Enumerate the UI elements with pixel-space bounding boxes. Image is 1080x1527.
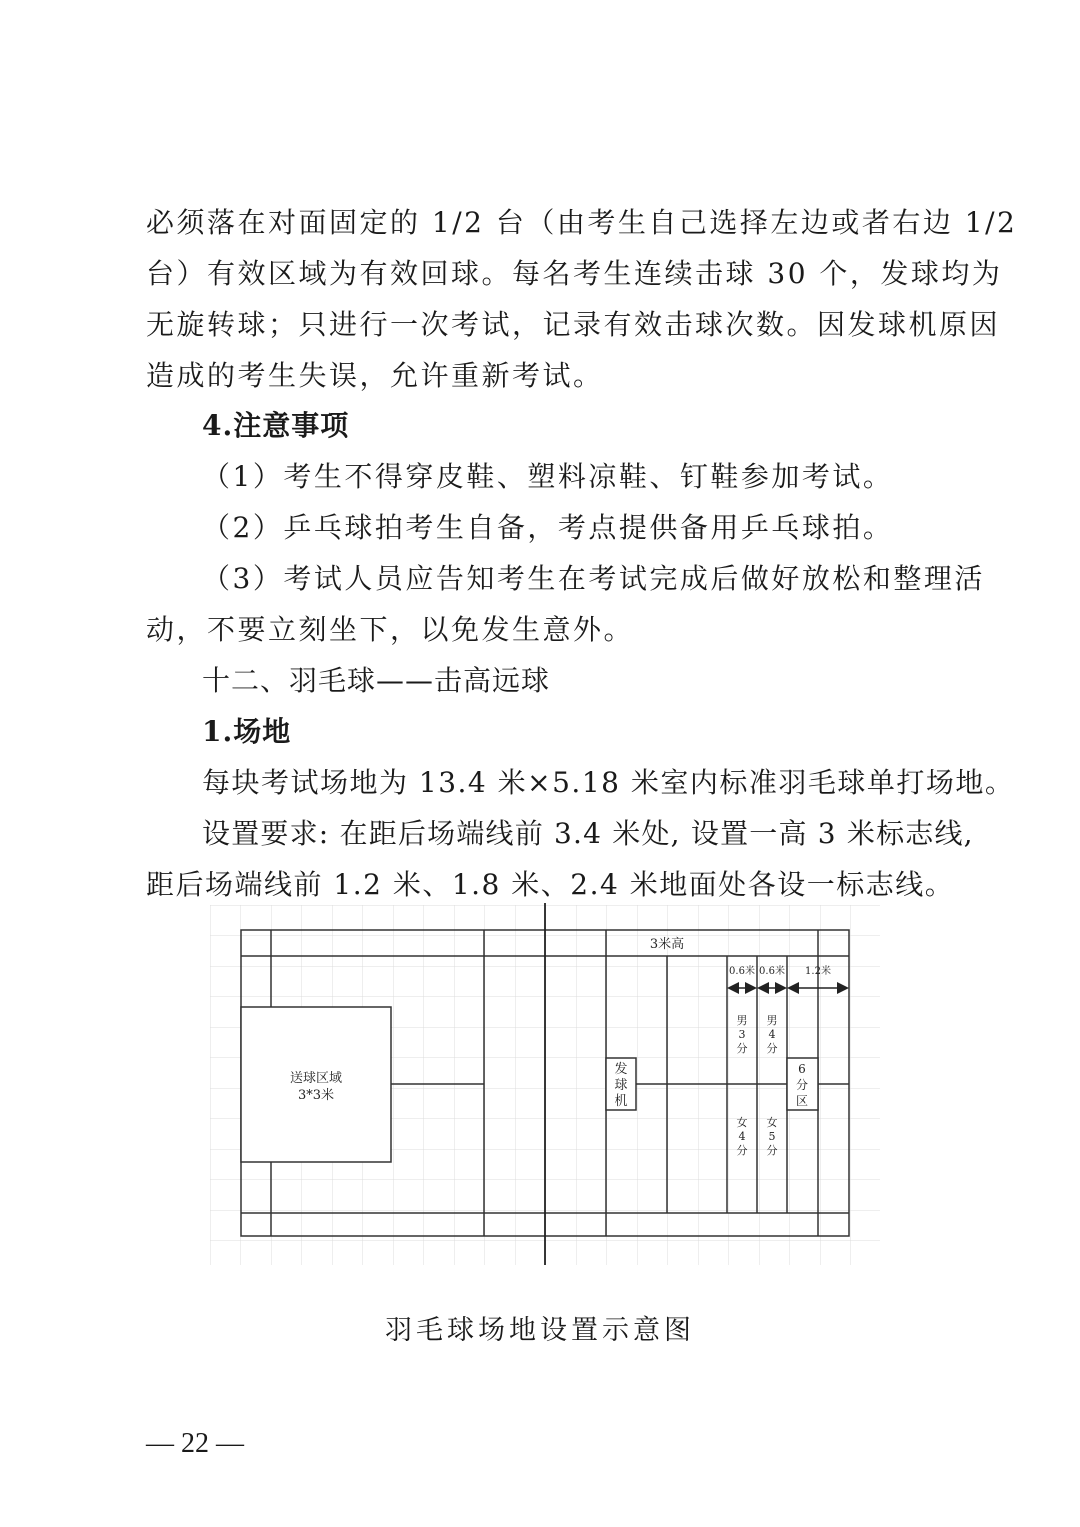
zone-6-c: 区 bbox=[795, 1094, 809, 1108]
setup-line-2: 距后场端线前 1.2 米、1.8 米、2.4 米地面处各设一标志线。 bbox=[146, 868, 955, 901]
machine-label-2: 球 bbox=[614, 1078, 628, 1093]
zone-male-4-c: 分 bbox=[766, 1042, 778, 1055]
dim-label-2: 0.6米 bbox=[759, 966, 785, 977]
machine-label-3: 机 bbox=[614, 1094, 628, 1109]
page-number: — 22 — bbox=[146, 1428, 244, 1459]
serve-area-label: 送球区域 bbox=[289, 1071, 343, 1086]
body-line-1: 必须落在对面固定的 1/2 台（由考生自己选择左边或者右边 1/2 bbox=[146, 206, 1018, 239]
body-line-4: 造成的考生失误，允许重新考试。 bbox=[146, 359, 604, 392]
venue-text: 每块考试场地为 13.4 米×5.18 米室内标准羽毛球单打场地。 bbox=[202, 766, 1015, 799]
note-3: （3）考试人员应告知考生在考试完成后做好放松和整理活 bbox=[202, 562, 985, 595]
zone-6-b: 分 bbox=[795, 1078, 809, 1092]
note-3-continued: 动，不要立刻坐下，以免发生意外。 bbox=[146, 613, 635, 646]
venue-title: 1.场地 bbox=[202, 715, 292, 748]
zone-female-4-c: 分 bbox=[736, 1144, 748, 1157]
zone-male-4-a: 男 bbox=[766, 1014, 778, 1027]
height-label: 3米高 bbox=[649, 937, 685, 952]
section-4-title: 4.注意事项 bbox=[202, 409, 350, 442]
zone-female-5-a: 女 bbox=[766, 1116, 778, 1129]
note-2: （2）乒乓球拍考生自备，考点提供备用乒乓球拍。 bbox=[202, 511, 894, 544]
dim-label-1: 0.6米 bbox=[729, 966, 755, 977]
zone-female-4-a: 女 bbox=[736, 1116, 748, 1129]
zone-female-5-c: 分 bbox=[766, 1144, 778, 1157]
setup-line-1: 设置要求: 在距后场端线前 3.4 米处, 设置一高 3 米标志线, bbox=[202, 817, 974, 850]
serve-area-size: 3*3米 bbox=[297, 1088, 335, 1103]
machine-label-1: 发 bbox=[614, 1062, 628, 1077]
zone-male-4-b: 4 bbox=[768, 1028, 776, 1041]
section-12-title: 十二、羽毛球——击高远球 bbox=[202, 664, 551, 697]
zone-female-5-b: 5 bbox=[768, 1130, 776, 1143]
zone-female-4-b: 4 bbox=[738, 1130, 746, 1143]
diagram-caption: 羽毛球场地设置示意图 bbox=[385, 1315, 695, 1346]
zone-male-3-c: 分 bbox=[736, 1042, 748, 1055]
zone-6-a: 6 bbox=[798, 1062, 806, 1076]
dim-label-3: 1.2米 bbox=[805, 966, 831, 977]
zone-male-3-b: 3 bbox=[738, 1028, 746, 1041]
body-line-3: 无旋转球；只进行一次考试，记录有效击球次数。因发球机原因 bbox=[146, 308, 1001, 341]
body-line-2: 台）有效区域为有效回球。每名考生连续击球 30 个，发球均为 bbox=[146, 257, 1003, 290]
zone-male-3-a: 男 bbox=[736, 1014, 748, 1027]
note-1: （1）考生不得穿皮鞋、塑料凉鞋、钉鞋参加考试。 bbox=[202, 460, 894, 493]
